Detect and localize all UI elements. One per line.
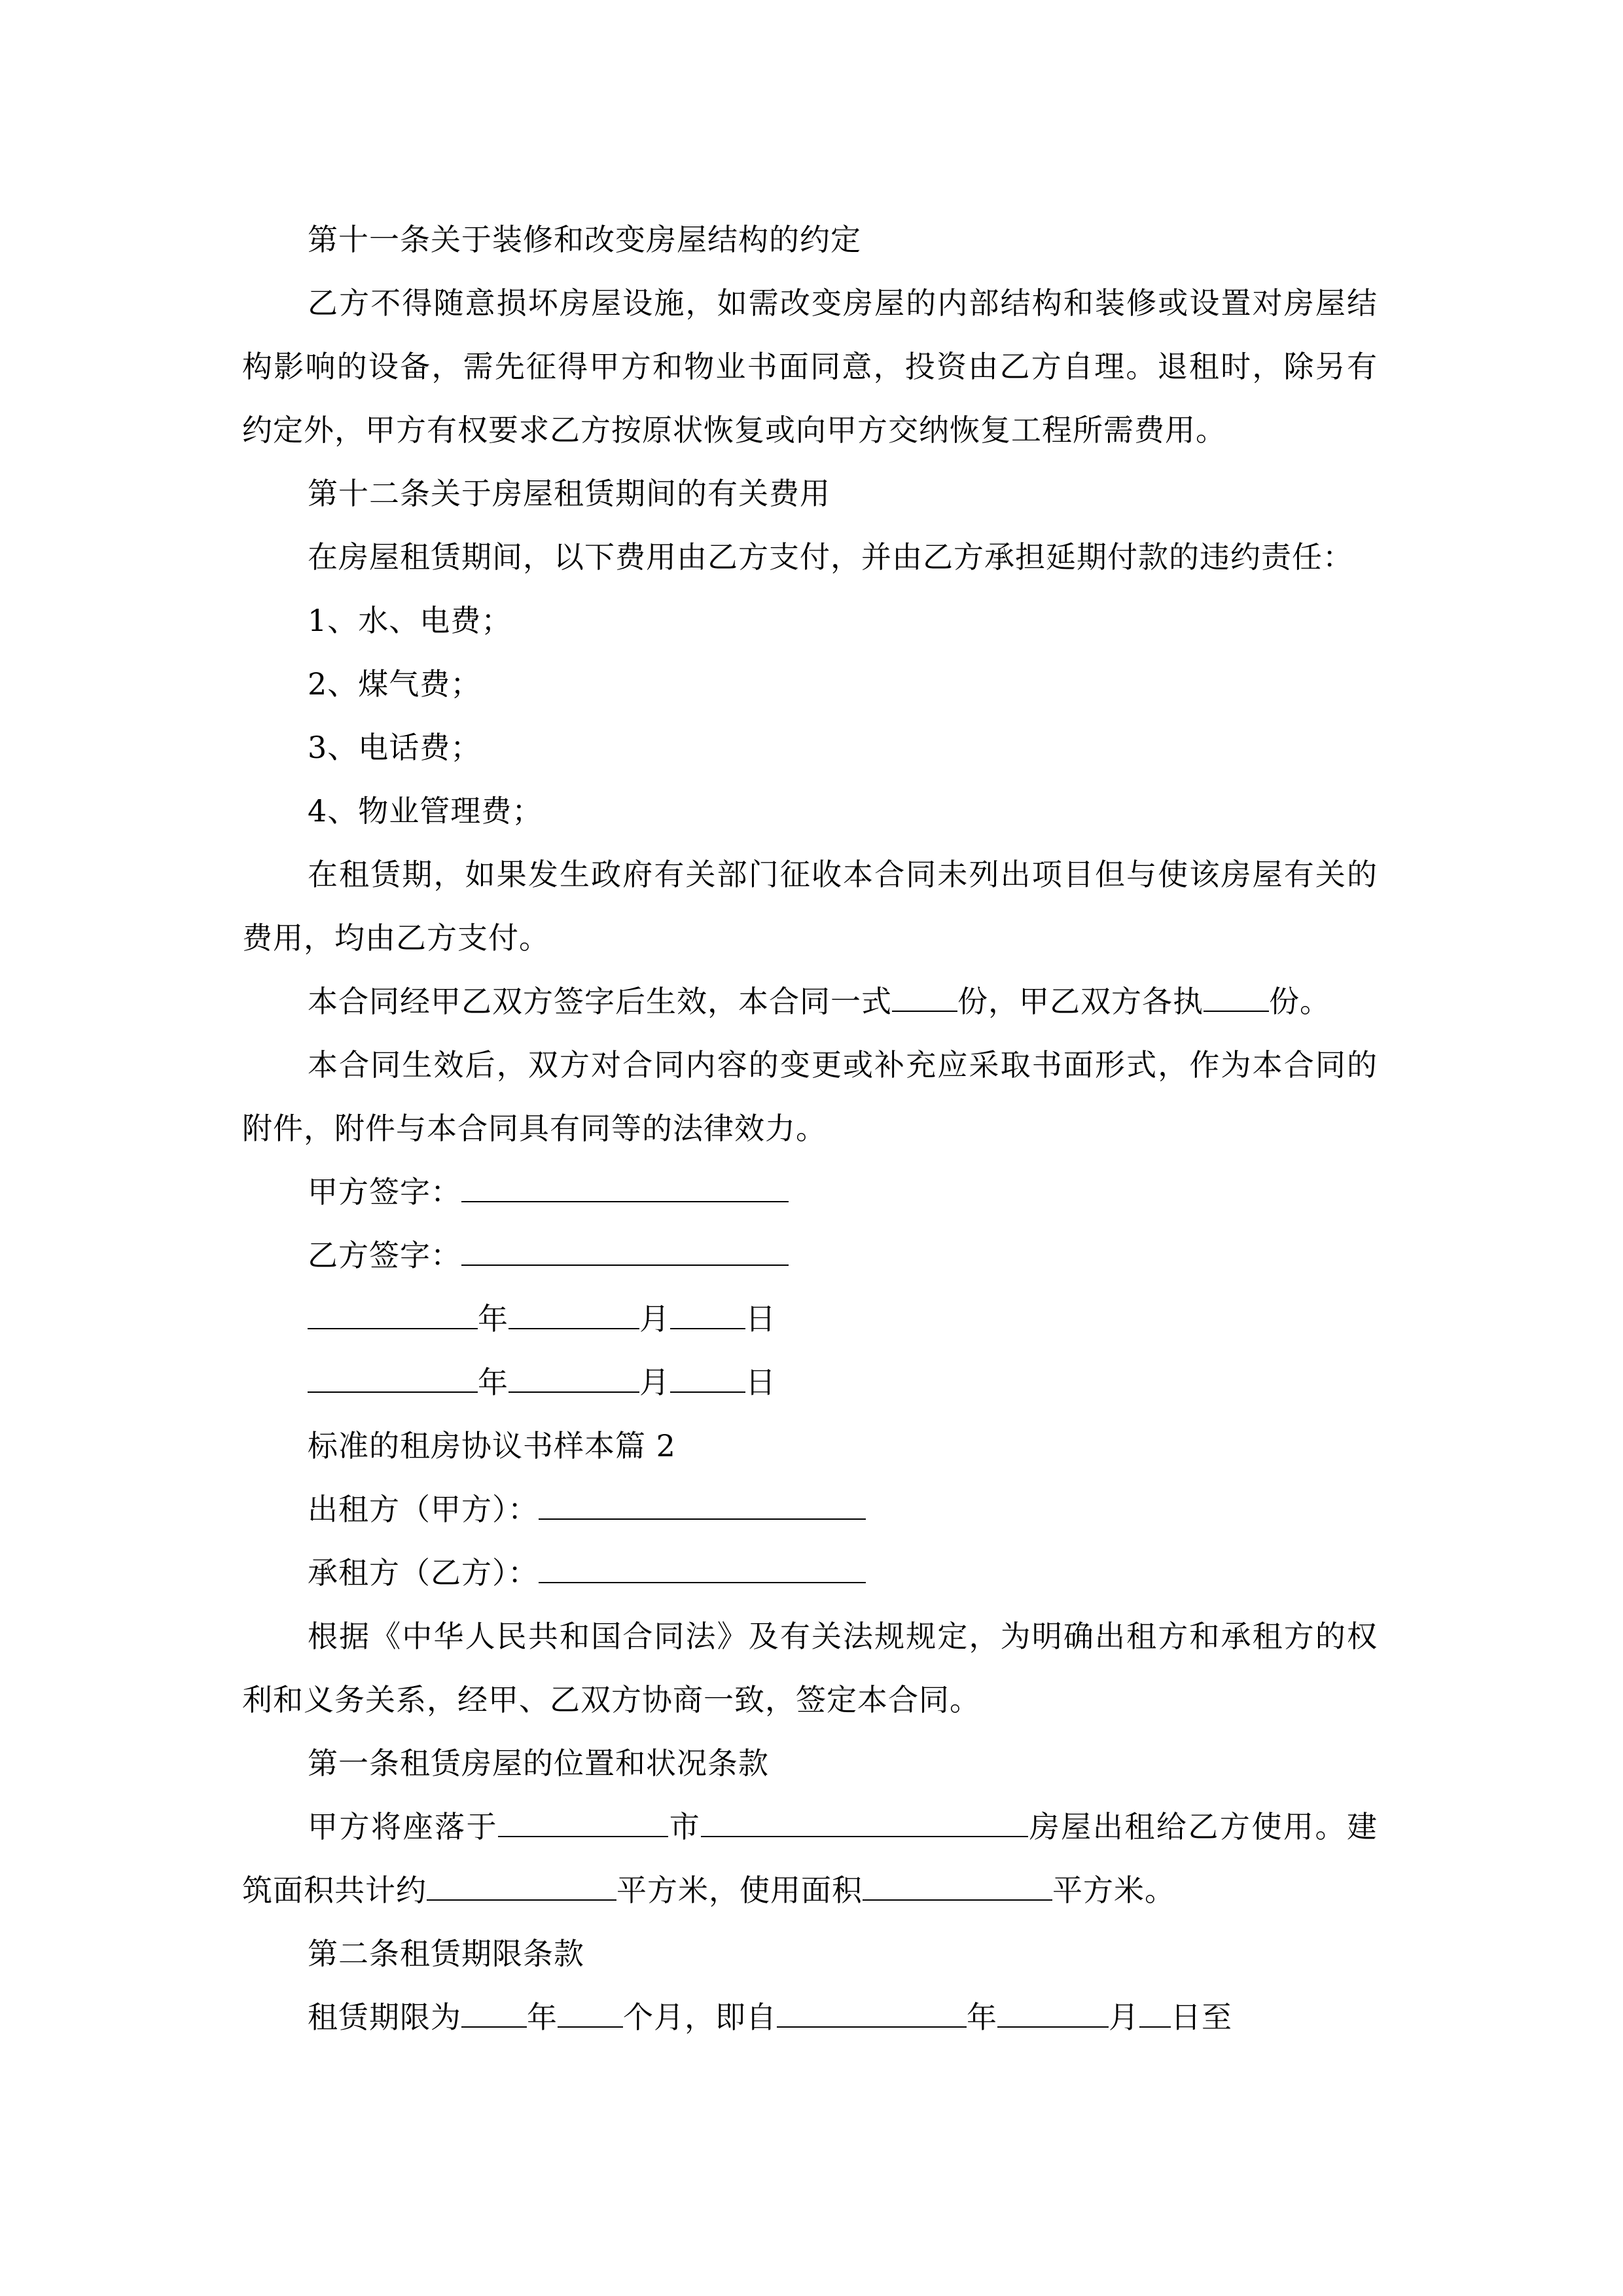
lessee-blank[interactable]	[539, 1556, 866, 1583]
date-line-2	[242, 1351, 1378, 1414]
article-12-intro: 在房屋租赁期间，以下费用由乙方支付，并由乙方承担延期付款的违约责任：	[308, 539, 1353, 575]
term-months-blank[interactable]	[558, 2000, 623, 2028]
lessor-label: 出租方（甲方）：	[308, 1492, 539, 1527]
area-text-1: 建筑面积共计约	[242, 1809, 1378, 1908]
article-11-title: 第十一条关于装修和改变房屋结构的约定	[308, 222, 861, 257]
lessor-line	[242, 1478, 1378, 1541]
month-label: 月	[639, 1365, 670, 1400]
area-text-3: 平方米。	[1052, 1873, 1175, 1908]
area-text-2: 平方米，使用面积	[616, 1873, 863, 1908]
copies-clause	[242, 970, 1378, 1033]
term-text-3: 个月，即自	[623, 2000, 777, 2035]
usable-area-blank[interactable]	[863, 1873, 1052, 1901]
article-12-extra: 在租赁期，如果发生政府有关部门征收本合同未列出项目但与使该房屋有关的费用，均由乙方支付。	[242, 857, 1378, 956]
term-text-1: 租赁期限为	[308, 2000, 461, 2035]
start-year-blank[interactable]	[777, 2000, 967, 2028]
lessee-label: 承租方（乙方）：	[308, 1555, 539, 1590]
lease-term-clause	[242, 1986, 1378, 2049]
date-line-1	[242, 1287, 1378, 1351]
year-blank[interactable]	[308, 1365, 478, 1393]
sample-2-article-1-title: 第一条租赁房屋的位置和状况条款	[308, 1746, 769, 1781]
day-label: 日	[745, 1365, 776, 1400]
party-b-signature-line	[242, 1224, 1378, 1287]
fee-item: 2、煤气费；	[308, 666, 482, 702]
lessor-blank[interactable]	[539, 1492, 866, 1520]
day-blank[interactable]	[670, 1302, 745, 1329]
copies-total-blank[interactable]	[892, 984, 957, 1012]
copies-text-1: 本合同经甲乙双方签字后生效，本合同一式	[308, 984, 892, 1019]
fee-item: 3、电话费；	[308, 730, 482, 765]
month-label: 月	[639, 1301, 670, 1336]
year-blank[interactable]	[308, 1302, 478, 1329]
term-text-2: 年	[527, 2000, 558, 2035]
address-blank[interactable]	[701, 1810, 1028, 1837]
term-text-4: 年	[967, 2000, 997, 2035]
copies-each-blank[interactable]	[1204, 984, 1269, 1012]
year-label: 年	[478, 1301, 508, 1336]
party-b-signature-label: 乙方签字：	[308, 1238, 461, 1273]
location-text-2: 市	[668, 1809, 702, 1844]
copies-text-2: 份，甲乙双方各执	[957, 984, 1204, 1019]
start-month-blank[interactable]	[997, 2000, 1109, 2028]
article-11-body: 乙方不得随意损坏房屋设施，如需改变房屋的内部结构和装修或设置对房屋结构影响的设备，需先征得甲方和物业书面同意，投资由乙方自理。退租时，除另有约定外，甲方有权要求乙方按原状恢复或向甲方交纳恢复工程所需费用。	[242, 285, 1378, 448]
sample-2-article-2-title: 第二条租赁期限条款	[308, 1936, 584, 1971]
term-text-6: 日至	[1171, 2000, 1232, 2035]
building-area-blank[interactable]	[427, 1873, 616, 1901]
document-content	[242, 208, 1378, 2049]
year-label: 年	[478, 1365, 508, 1400]
party-a-signature-blank[interactable]	[461, 1175, 789, 1202]
location-clause	[242, 1795, 1378, 1922]
day-label: 日	[745, 1301, 776, 1336]
party-b-signature-blank[interactable]	[461, 1238, 789, 1266]
sample-2-heading: 标准的租房协议书样本篇 2	[308, 1428, 676, 1463]
start-day-blank[interactable]	[1139, 2000, 1171, 2028]
fee-item: 1、水、电费；	[308, 603, 512, 638]
party-a-signature-label: 甲方签字：	[308, 1174, 461, 1210]
fee-item: 4、物业管理费；	[308, 793, 543, 829]
party-a-signature-line	[242, 1160, 1378, 1224]
term-years-blank[interactable]	[461, 2000, 527, 2028]
lessee-line	[242, 1541, 1378, 1605]
article-12-title: 第十二条关于房屋租赁期间的有关费用	[308, 476, 830, 511]
amendment-clause: 本合同生效后，双方对合同内容的变更或补充应采取书面形式，作为本合同的附件，附件与本合同具有同等的法律效力。	[242, 1047, 1378, 1146]
preamble: 根据《中华人民共和国合同法》及有关法规规定，为明确出租方和承租方的权利和义务关系，经甲、乙双方协商一致，签定本合同。	[242, 1619, 1378, 1717]
month-blank[interactable]	[508, 1302, 639, 1329]
day-blank[interactable]	[670, 1365, 745, 1393]
city-blank[interactable]	[498, 1810, 668, 1837]
copies-text-3: 份。	[1269, 984, 1330, 1019]
location-text-1: 甲方将座落于	[308, 1809, 499, 1844]
month-blank[interactable]	[508, 1365, 639, 1393]
location-text-3: 房屋出租给乙方使用。	[1028, 1809, 1347, 1844]
term-text-5: 月	[1109, 2000, 1139, 2035]
